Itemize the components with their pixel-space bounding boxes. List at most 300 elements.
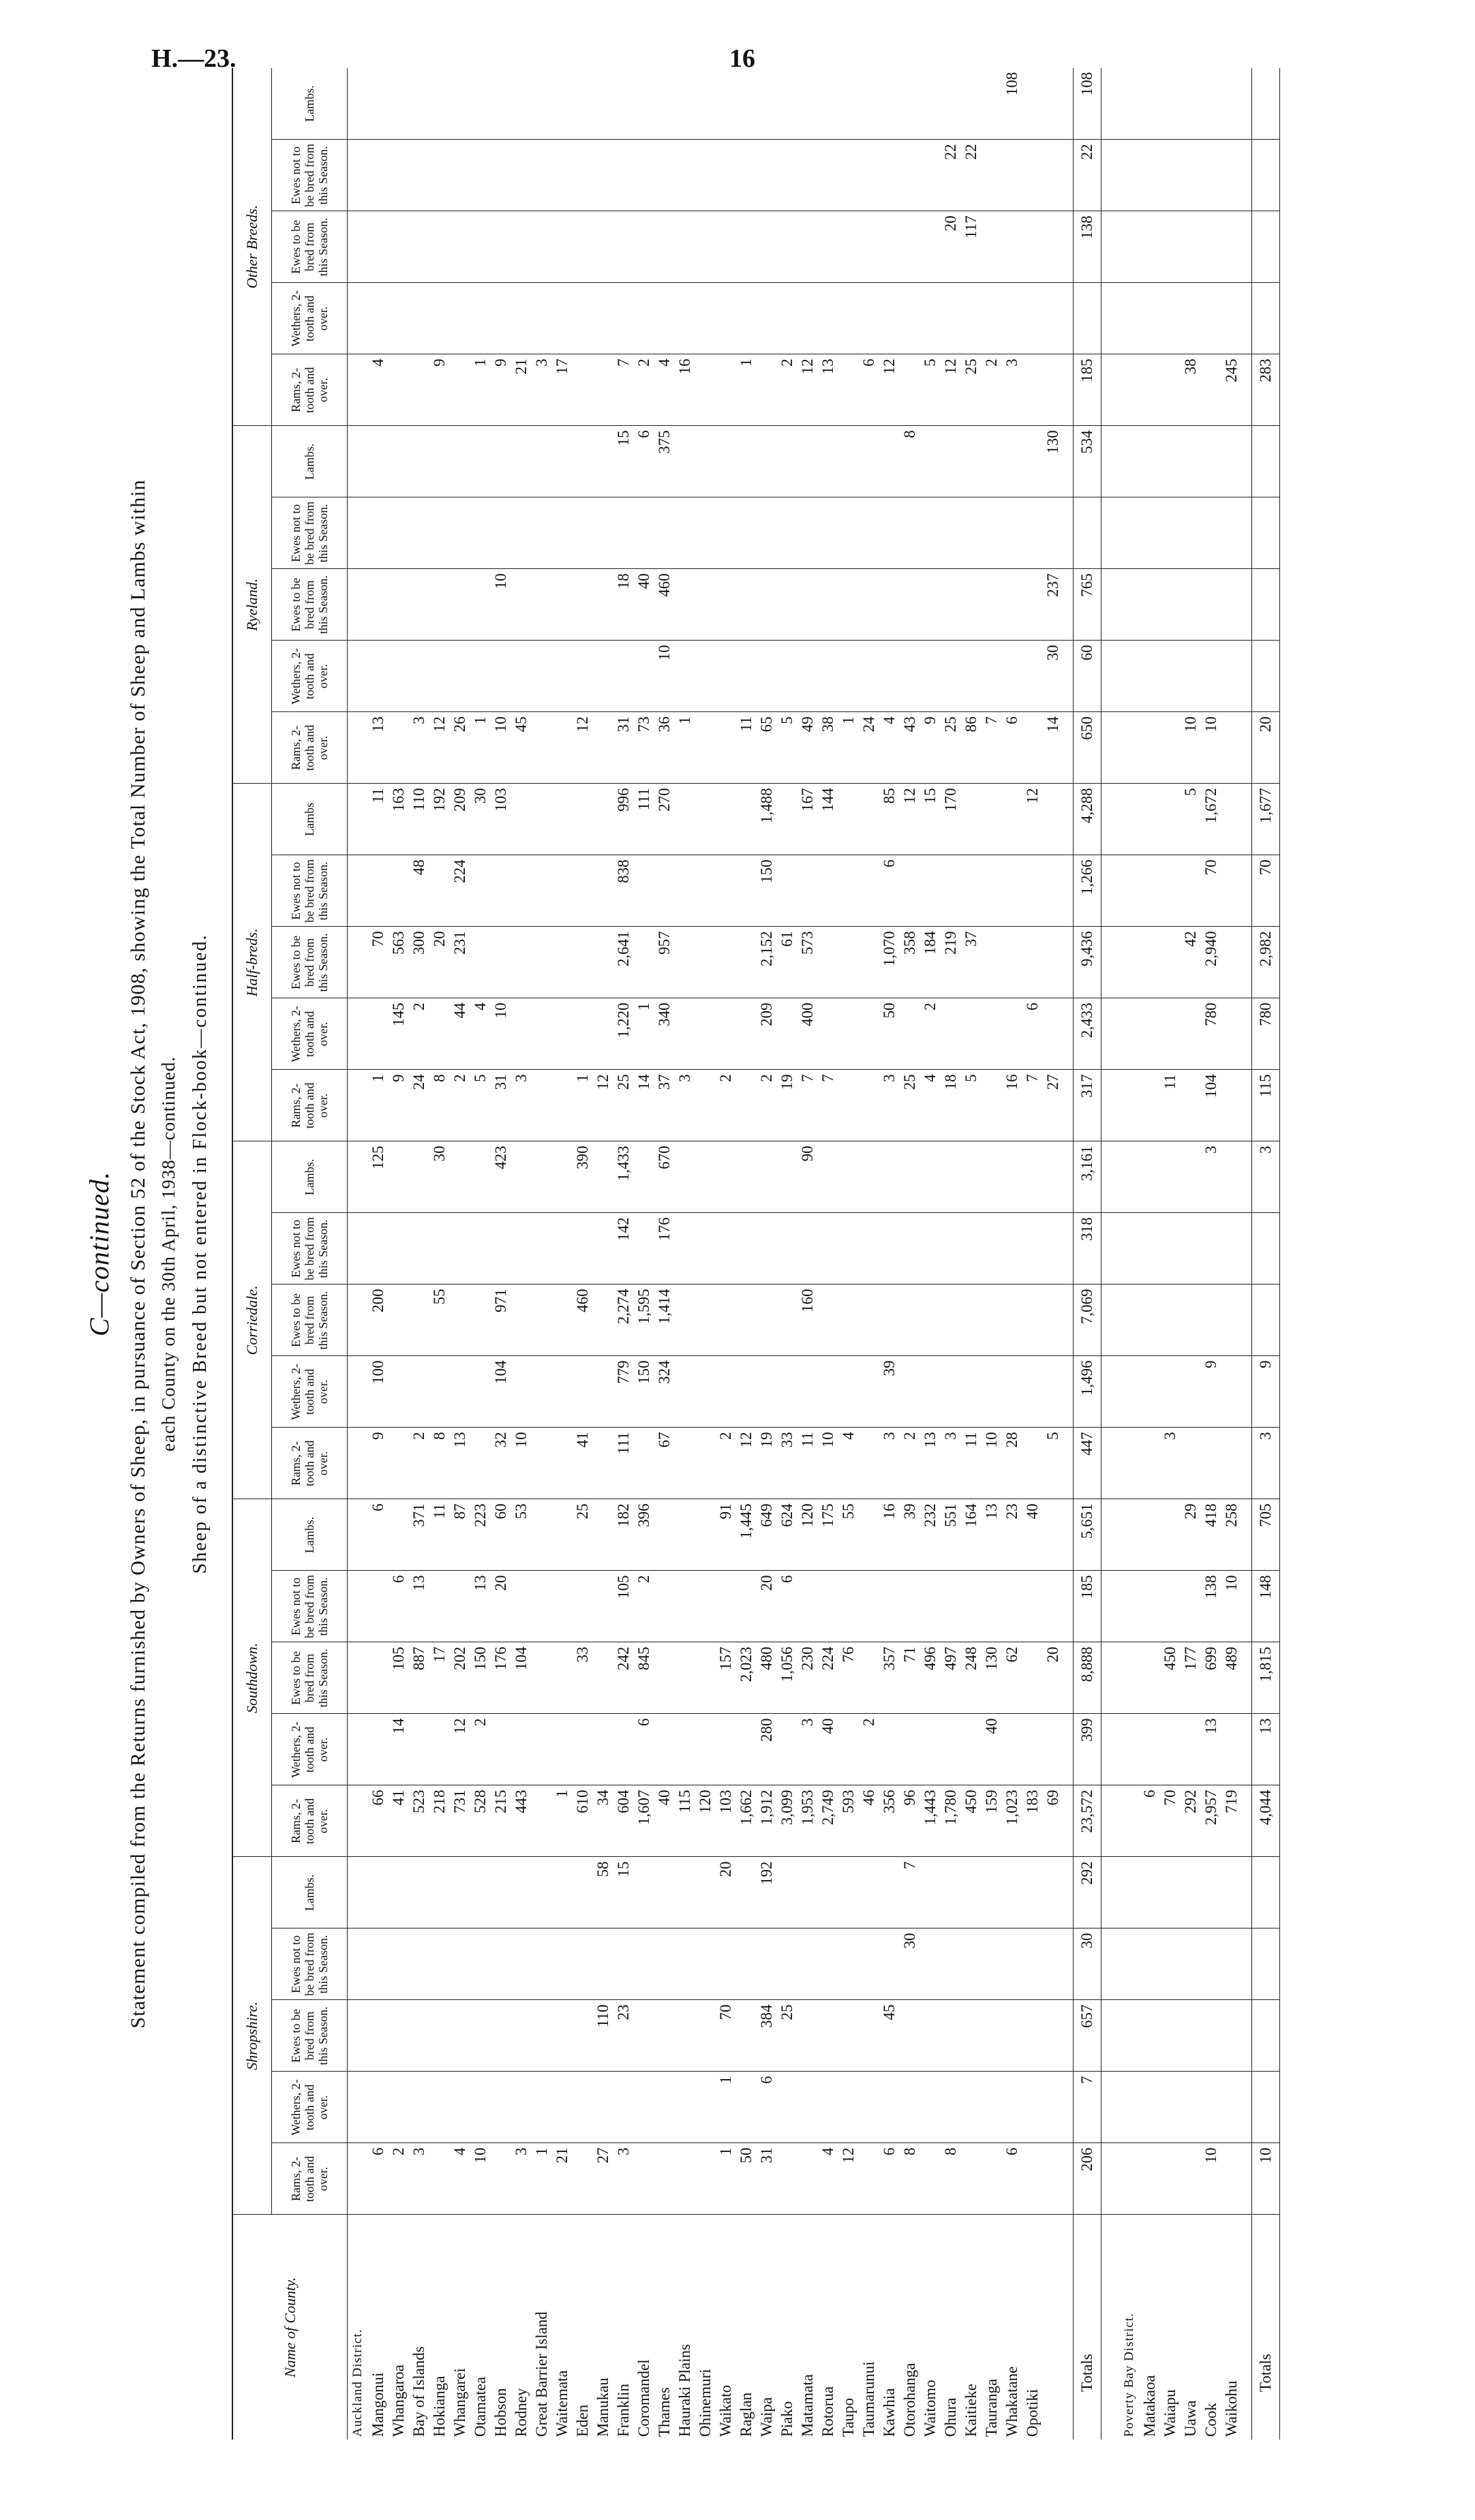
table-cell: 358 (900, 927, 920, 998)
table-cell (838, 1356, 859, 1428)
table-cell (389, 855, 409, 927)
table-cell (1101, 2072, 1120, 2143)
table-cell (716, 1714, 736, 1785)
table-cell (838, 927, 859, 998)
table-cell (552, 1070, 573, 1141)
table-cell (777, 1213, 797, 1285)
table-cell (695, 140, 716, 211)
table-cell (1160, 354, 1181, 426)
table-cell (736, 641, 757, 712)
table-cell: 1,023 (1002, 1785, 1022, 1857)
table-cell (1242, 68, 1252, 140)
table-cell (1063, 712, 1074, 784)
table-cell: 3 (1252, 1141, 1280, 1213)
table-cell: 12 (593, 1070, 613, 1141)
table-cell (1119, 1141, 1140, 1213)
table-cell (491, 211, 511, 283)
table-row (450, 68, 470, 2440)
table-cell (1022, 2143, 1043, 2215)
table-cell: 20 (941, 211, 961, 283)
table-cell (675, 1929, 695, 2000)
table-cell (511, 927, 532, 998)
table-cell (1063, 1141, 1074, 1213)
table-cell (777, 1714, 797, 1785)
table-cell (511, 497, 532, 569)
table-cell (1043, 1213, 1063, 1285)
table-cell: 96 (900, 1785, 920, 1857)
table-cell (1002, 1929, 1022, 2000)
table-cell (552, 1929, 573, 2000)
table-cell: 30 (1043, 641, 1063, 712)
table-cell: 489 (1221, 1642, 1242, 1714)
table-cell (982, 855, 1002, 927)
table-cell (1043, 927, 1063, 998)
table-cell (1201, 283, 1221, 354)
table-cell (654, 855, 675, 927)
table-cell (368, 1929, 389, 2000)
table-cell (1160, 140, 1181, 211)
table-cell (838, 641, 859, 712)
table-cell (859, 998, 879, 1070)
table-cell (818, 1571, 838, 1642)
column-header: Ewes to be bred from this Season. (272, 1285, 348, 1356)
table-cell (552, 1428, 573, 1499)
table-cell (838, 497, 859, 569)
table-cell (675, 1428, 695, 1499)
table-cell (818, 1141, 838, 1213)
table-cell (1242, 712, 1252, 784)
table-cell (532, 1428, 552, 1499)
table-cell (1101, 1857, 1120, 1929)
table-cell (1119, 1857, 1140, 1929)
table-cell (961, 1141, 982, 1213)
table-cell: 20 (429, 927, 450, 998)
table-cell (1140, 1213, 1160, 1285)
table-cell (982, 927, 1002, 998)
table-cell (1252, 211, 1280, 283)
table-cell (982, 1857, 1002, 1929)
table-cell (573, 354, 593, 426)
table-cell (736, 1141, 757, 1213)
table-cell: 10 (1181, 712, 1201, 784)
breed-group-header: Half-breds. (232, 784, 272, 1141)
table-cell (1063, 1714, 1074, 1785)
table-cell: 110 (593, 2000, 613, 2072)
table-cell (593, 497, 613, 569)
table-cell: 40 (1022, 1499, 1043, 1571)
table-row (675, 68, 695, 2440)
table-cell: 12 (900, 784, 920, 855)
table-cell (1119, 2072, 1140, 2143)
table-cell (838, 1213, 859, 1285)
table-cell (348, 1285, 369, 1356)
table-cell (920, 855, 941, 927)
table-cell (532, 497, 552, 569)
county-name: Eden (574, 2404, 591, 2437)
county-name: Kaitieke (962, 2384, 979, 2437)
table-cell (757, 1285, 777, 1356)
table-cell: 4 (450, 2143, 470, 2215)
table-cell (532, 1285, 552, 1356)
table-cell (736, 784, 757, 855)
county-name: Taupo (840, 2397, 857, 2437)
table-cell (1242, 426, 1252, 497)
table-cell (532, 140, 552, 211)
table-cell (532, 283, 552, 354)
table-cell (429, 1213, 450, 1285)
table-cell (470, 2000, 491, 2072)
table-cell (634, 1213, 654, 1285)
table-cell: 219 (941, 927, 961, 998)
table-cell (920, 2143, 941, 2215)
table-cell (593, 998, 613, 1070)
table-cell (920, 1571, 941, 1642)
table-cell (511, 641, 532, 712)
table-row (1201, 68, 1221, 2440)
table-cell (552, 927, 573, 998)
table-cell (838, 1929, 859, 2000)
table-cell (1063, 1929, 1074, 2000)
table-cell (1242, 2072, 1252, 2143)
table-cell (654, 2000, 675, 2072)
table-cell (491, 2143, 511, 2215)
table-cell (654, 140, 675, 211)
table-cell (736, 1356, 757, 1428)
table-cell (1101, 497, 1120, 569)
table-cell (552, 1285, 573, 1356)
table-cell (695, 1929, 716, 2000)
table-cell (1022, 1428, 1043, 1499)
table-cell: 17 (552, 354, 573, 426)
table-cell (695, 712, 716, 784)
table-cell (879, 1929, 900, 2000)
table-cell (634, 855, 654, 927)
table-cell: 1,070 (879, 927, 900, 998)
table-cell (1140, 1571, 1160, 1642)
table-cell (368, 1714, 389, 1785)
table-cell (1063, 569, 1074, 641)
table-cell (573, 569, 593, 641)
table-cell (552, 641, 573, 712)
table-cell (695, 497, 716, 569)
table-cell (675, 998, 695, 1070)
table-cell: 105 (389, 1642, 409, 1714)
table-cell (695, 2072, 716, 2143)
table-cell (1063, 855, 1074, 927)
table-cell (695, 354, 716, 426)
table-cell (511, 855, 532, 927)
table-cell (532, 1070, 552, 1141)
table-cell: 104 (491, 1356, 511, 1428)
table-cell (1074, 283, 1101, 354)
table-cell (716, 1213, 736, 1285)
table-cell (389, 641, 409, 712)
table-cell (1201, 140, 1221, 211)
table-cell (1063, 998, 1074, 1070)
county-name (1242, 2215, 1252, 2440)
table-cell: 110 (409, 784, 429, 855)
table-cell (552, 2072, 573, 2143)
table-cell (552, 712, 573, 784)
table-cell (859, 1642, 879, 1714)
column-header: Rams, 2-tooth and over. (272, 712, 348, 784)
table-cell: 24 (409, 1070, 429, 1141)
county-name: Coromandel (635, 2359, 652, 2437)
table-cell (511, 1857, 532, 1929)
table-cell: 12 (573, 712, 593, 784)
table-cell (879, 283, 900, 354)
table-cell: 2 (757, 1070, 777, 1141)
table-cell (941, 1929, 961, 2000)
table-cell (1043, 1141, 1063, 1213)
table-cell: 1 (838, 712, 859, 784)
table-cell (777, 641, 797, 712)
table-cell (348, 927, 369, 998)
table-cell: 2 (389, 2143, 409, 2215)
table-cell: 200 (368, 1285, 389, 1356)
table-cell (675, 211, 695, 283)
table-cell (450, 641, 470, 712)
table-row (1022, 68, 1043, 2440)
table-cell: 18 (613, 569, 634, 641)
table-cell (757, 1929, 777, 2000)
table-cell (757, 140, 777, 211)
column-header: Wethers, 2-tooth and over. (272, 2072, 348, 2143)
table-cell: 12 (838, 2143, 859, 2215)
table-cell (1181, 283, 1201, 354)
table-cell (1119, 1571, 1140, 1642)
county-name: Totals (1074, 2215, 1101, 2440)
table-cell: 38 (818, 712, 838, 784)
table-cell (634, 497, 654, 569)
table-cell: 40 (654, 1785, 675, 1857)
table-cell (777, 140, 797, 211)
table-cell (941, 1356, 961, 1428)
table-cell (961, 1213, 982, 1285)
table-cell: 650 (1074, 712, 1101, 784)
table-cell: 390 (573, 1141, 593, 1213)
table-cell: 16 (1002, 1070, 1022, 1141)
table-cell (389, 569, 409, 641)
table-cell (879, 1571, 900, 1642)
table-cell (1160, 998, 1181, 1070)
table-cell: 460 (654, 569, 675, 641)
table-cell (716, 1141, 736, 1213)
table-cell (797, 2000, 818, 2072)
table-cell: 2 (777, 354, 797, 426)
table-cell: 11 (961, 1428, 982, 1499)
table-cell (1221, 426, 1242, 497)
table-cell (654, 211, 675, 283)
table-cell (1101, 569, 1120, 641)
table-cell (1022, 2072, 1043, 2143)
table-cell (429, 1571, 450, 1642)
table-cell (797, 211, 818, 283)
table-cell (716, 497, 736, 569)
table-cell (1119, 712, 1140, 784)
table-cell (1063, 1356, 1074, 1428)
table-cell: 2 (450, 1070, 470, 1141)
table-cell (838, 784, 859, 855)
table-cell (1201, 354, 1221, 426)
table-cell (634, 2000, 654, 2072)
table-cell (368, 569, 389, 641)
table-cell: 117 (961, 211, 982, 283)
table-cell: 40 (982, 1714, 1002, 1785)
table-cell (1221, 712, 1242, 784)
table-cell: 12 (429, 712, 450, 784)
table-cell (1140, 641, 1160, 712)
table-cell (879, 1213, 900, 1285)
table-cell: 399 (1074, 1714, 1101, 1785)
table-cell (900, 1714, 920, 1785)
table-cell: 40 (818, 1714, 838, 1785)
table-cell: 1,414 (654, 1285, 675, 1356)
table-cell: 10 (491, 998, 511, 1070)
table-cell (777, 426, 797, 497)
table-cell: 1,672 (1201, 784, 1221, 855)
table-cell (1043, 1285, 1063, 1356)
table-cell (429, 998, 450, 1070)
table-cell (838, 2072, 859, 2143)
column-header: Ewes not to be bred from this Season. (272, 1571, 348, 1642)
table-cell: 4 (879, 712, 900, 784)
table-cell: 3,161 (1074, 1141, 1101, 1213)
table-cell (1002, 1213, 1022, 1285)
table-cell: 6 (368, 2143, 389, 2215)
table-cell: 18 (941, 1070, 961, 1141)
table-cell (736, 426, 757, 497)
table-cell (1181, 1141, 1201, 1213)
table-cell (757, 1141, 777, 1213)
table-cell (777, 998, 797, 1070)
table-cell (695, 68, 716, 140)
table-cell (859, 784, 879, 855)
table-cell (348, 1857, 369, 1929)
table-cell (900, 211, 920, 283)
table-cell (920, 211, 941, 283)
table-cell: 111 (634, 784, 654, 855)
table-cell: 30 (470, 784, 491, 855)
table-cell: 13 (409, 1571, 429, 1642)
table-cell (961, 569, 982, 641)
table-cell (348, 712, 369, 784)
table-cell (532, 712, 552, 784)
table-cell (1043, 283, 1063, 354)
county-name: Whangaroa (390, 2365, 407, 2437)
table-cell: 9 (429, 354, 450, 426)
table-cell: 10 (982, 1428, 1002, 1499)
table-cell (1181, 2000, 1201, 2072)
table-cell (1101, 1070, 1120, 1141)
table-cell: 125 (368, 1141, 389, 1213)
table-cell: 32 (491, 1428, 511, 1499)
table-cell: 15 (613, 1857, 634, 1929)
table-cell (1242, 1141, 1252, 1213)
county-name: Totals (1252, 2215, 1280, 2440)
table-cell (1181, 426, 1201, 497)
table-cell (1101, 1642, 1120, 1714)
table-cell: 176 (654, 1213, 675, 1285)
table-cell (1002, 1285, 1022, 1356)
table-cell (573, 140, 593, 211)
table-cell (838, 140, 859, 211)
table-cell (716, 426, 736, 497)
table-cell (389, 1428, 409, 1499)
table-cell (1221, 1141, 1242, 1213)
table-cell (1242, 1785, 1252, 1857)
table-cell (941, 1571, 961, 1642)
table-cell (1160, 1857, 1181, 1929)
table-cell (348, 1785, 369, 1857)
table-cell (1221, 784, 1242, 855)
table-cell (838, 211, 859, 283)
table-cell (838, 998, 859, 1070)
table-cell: 100 (368, 1356, 389, 1428)
table-cell: 1,443 (920, 1785, 941, 1857)
table-cell (900, 1141, 920, 1213)
table-cell (736, 1714, 757, 1785)
table-cell: 138 (1201, 1571, 1221, 1642)
table-cell (859, 641, 879, 712)
table-row (491, 68, 511, 2440)
table-cell (532, 1642, 552, 1714)
table-cell: 12 (1022, 784, 1043, 855)
table-cell (675, 140, 695, 211)
table-cell (1221, 569, 1242, 641)
table-cell: 887 (409, 1642, 429, 1714)
table-cell: 182 (613, 1499, 634, 1571)
table-cell (1002, 497, 1022, 569)
table-cell: 6 (1022, 998, 1043, 1070)
table-cell: 996 (613, 784, 634, 855)
table-cell (470, 211, 491, 283)
table-cell (573, 1213, 593, 1285)
table-cell (757, 569, 777, 641)
table-cell (1181, 1213, 1201, 1285)
column-header: Ewes not to be bred from this Season. (272, 1929, 348, 2000)
table-cell: 480 (757, 1642, 777, 1714)
table-cell (1101, 927, 1120, 998)
table-cell: 9 (491, 354, 511, 426)
table-cell: 400 (797, 998, 818, 1070)
table-cell: 160 (797, 1285, 818, 1356)
table-cell (695, 569, 716, 641)
table-cell (859, 497, 879, 569)
statement-title-line2: each County on the 30th April, 1938—continued. (158, 1056, 179, 1451)
table-cell: 1 (675, 712, 695, 784)
table-cell (429, 140, 450, 211)
table-cell (429, 1714, 450, 1785)
table-cell (1242, 569, 1252, 641)
table-cell (348, 1642, 369, 1714)
table-cell: 76 (838, 1642, 859, 1714)
table-cell (838, 426, 859, 497)
table-cell (409, 1929, 429, 2000)
table-cell: 23,572 (1074, 1785, 1101, 1857)
table-cell (777, 211, 797, 283)
table-cell (1181, 2072, 1201, 2143)
table-cell (1002, 1141, 1022, 1213)
table-cell (1063, 2000, 1074, 2072)
table-cell (511, 140, 532, 211)
table-row (695, 68, 716, 2440)
district-row (348, 68, 369, 2440)
table-row (818, 68, 838, 2440)
table-row (593, 68, 613, 2440)
table-cell (613, 1929, 634, 2000)
table-cell: 300 (409, 927, 429, 998)
